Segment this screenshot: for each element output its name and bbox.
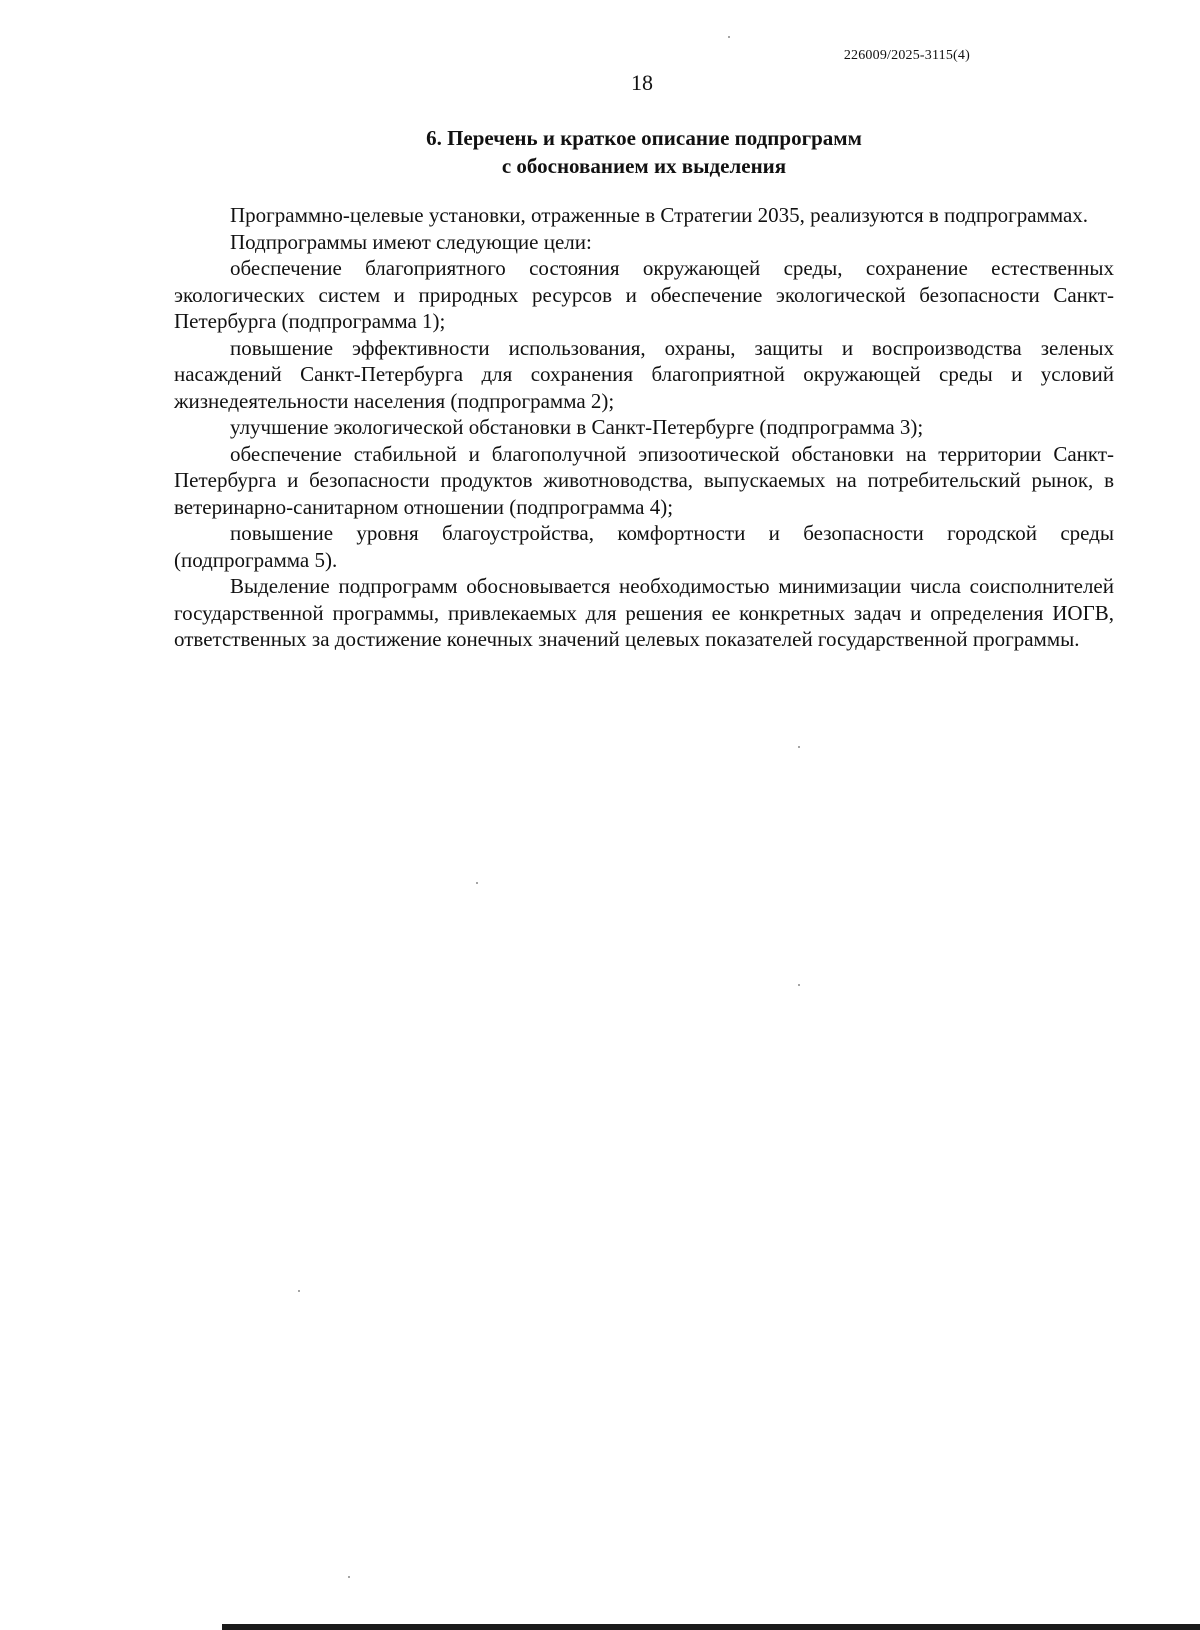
scan-speck <box>348 1576 350 1578</box>
section-heading-line-1: 6. Перечень и краткое описание подпрограмм <box>426 126 862 150</box>
document-registration-number: 226009/2025-3115(4) <box>843 48 970 63</box>
scan-edge-shadow <box>222 1624 1200 1630</box>
scan-speck <box>476 882 478 884</box>
paragraph-goals-lead: Подпрограммы имеют следующие цели: <box>230 229 592 254</box>
section-heading <box>174 124 1114 180</box>
paragraph-goal-subprogram-2: повышение эффективности использования, охраны, защиты и воспроизводства зеленых насаждений Санкт-Петербурга для сохранения благоприятной окружающей среды и условий жизнедеятельности населения (подпрограмма 2); <box>174 335 1114 413</box>
scan-speck <box>728 36 730 38</box>
page-number: 18 <box>631 70 653 95</box>
paragraph-justification: Выделение подпрограмм обосновывается необходимостью минимизации числа соисполнителей государственной программы, привлекаемых для решения ее конкретных задач и определения ИОГВ, ответственных за достижение конечных значений целевых показателей государственной программы. <box>174 574 1114 651</box>
scan-speck <box>298 1290 300 1292</box>
paragraph-goal-subprogram-4: обеспечение стабильной и благополучной эпизоотической обстановки на территории Санкт-Петербурга и безопасности продуктов животноводства, выпускаемых на потребительский рынок, в ветеринарно-санитарном отношении (подпрограмма 4); <box>174 441 1114 519</box>
section-heading-line-2: с обоснованием их выделения <box>501 154 787 178</box>
paragraph-goal-subprogram-5: повышение уровня благоустройства, комфортности и безопасности городской среды (подпрограмма 5). <box>174 521 1114 572</box>
scan-speck <box>798 746 800 748</box>
body-text <box>174 202 1114 653</box>
paragraph-intro: Программно-целевые установки, отраженные в Стратегии 2035, реализуются в подпрограммах. <box>230 203 1089 227</box>
paragraph-goal-subprogram-3: улучшение экологической обстановки в Санкт-Петербурге (подпрограмма 3); <box>230 415 924 439</box>
paragraph-goal-subprogram-1: обеспечение благоприятного состояния окружающей среды, сохранение естественных экологических систем и природных ресурсов и обеспечение экологической безопасности Санкт-Петербурга (подпрограмма 1); <box>174 256 1114 333</box>
scan-speck <box>798 984 800 986</box>
